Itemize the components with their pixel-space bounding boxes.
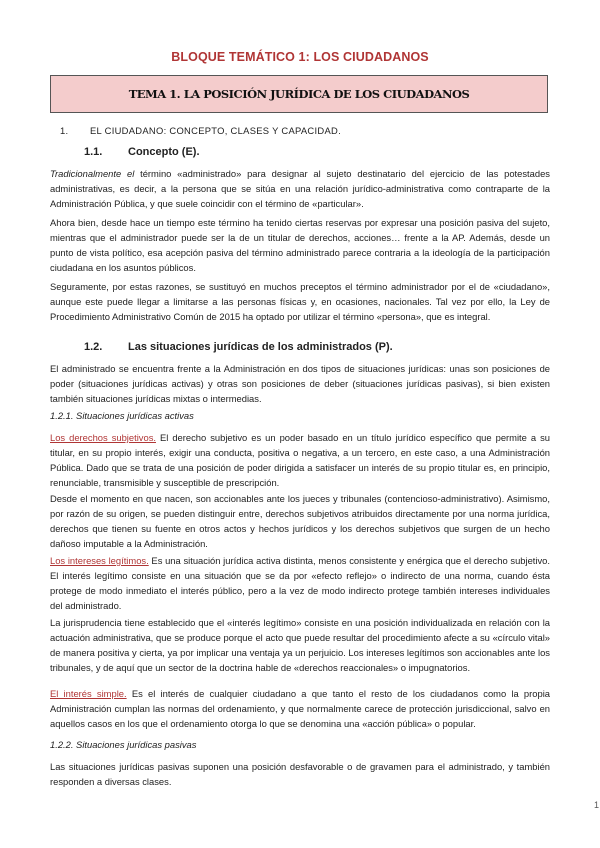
- subsection-heading-1-2: [50, 340, 550, 355]
- paragraph-lead: Los intereses legítimos.: [50, 555, 149, 566]
- topic-title-box: [50, 75, 548, 113]
- paragraph: Ahora bien, desde hace un tiempo este término ha tenido ciertas reservas por expresar una posición pasiva del sujeto, mientras que el administrador puede ser la de un titular de derechos, acciones… frente a la AP. Además, desde un punto de vista político, esa acepción pasiva del término administrado parece contraria a la ideología de la participación ciudadana en los asuntos públicos.: [50, 217, 550, 273]
- subsection-heading-1-1: [50, 145, 550, 160]
- subsection-title: Las situaciones jurídicas de los administrados (P).: [128, 341, 393, 353]
- subsection-title: Concepto (E).: [128, 146, 200, 158]
- paragraph-lead: El interés simple.: [50, 688, 127, 699]
- section-heading: [50, 123, 550, 138]
- paragraph: Las situaciones jurídicas pasivas suponen una posición desfavorable o de gravamen para el administrado, y también responden a diversas clases.: [50, 761, 550, 787]
- paragraph: Desde el momento en que nacen, son accionables ante los jueces y tribunales (contencioso-administrativo). Asimismo, por razón de su origen, se pueden distinguir entre, derechos subjetivos atribuidos directamente por una norma jurídica, derechos que tienen su fuente en otros actos y hechos jurídicos y los derechos subjetivos que surgen de un hecho dañoso imputable a la Administración.: [50, 493, 550, 549]
- paragraph: El interés simple. Es el interés de cualquier ciudadano a que tanto el resto de los ciudadanos como la propia Administración cumplan las normas del ordenamiento, y que normalmente carece de protección jurisdiccional, salvo en aquellos casos en los que el ordenamiento otorga lo que se denomina una «acción pública» o popular.: [50, 688, 550, 729]
- subsection-number: 1.1.: [84, 146, 103, 158]
- paragraph: Seguramente, por estas razones, se sustituyó en muchos preceptos el término administrador por el de «ciudadano», aunque este puede llegar a limitarse a las personas físicas y, en ocasiones, nacionales. Tal vez por ello, la Ley de Procedimiento Administrativo Común de 2015 ha optado por utilizar el término «persona», que es integral.: [50, 281, 550, 322]
- paragraph-lead: Los derechos subjetivos.: [50, 432, 156, 443]
- topic-title: TEMA 1. LA POSICIÓN JURÍDICA DE LOS CIUDADANOS: [128, 87, 470, 101]
- paragraph: La jurisprudencia tiene establecido que el «interés legítimo» consiste en una posición individualizada en relación con la actuación administrativa, que se produce porque el acto que puede resultar del procedimiento afecte a su «círculo vital» de manera positiva y cierta, ya por implicar una ventaja ya un perjuicio. Los intereses legítimos son accionables ante los tribunales, y de aquí que un sector de la doctrina hable de «derechos reaccionales» o impugnatorios.: [50, 617, 550, 673]
- subsubsection-heading: 1.2.1. Situaciones jurídicas activas: [50, 410, 194, 421]
- paragraph: Los intereses legítimos. Es una situación jurídica activa distinta, menos consistente y enérgica que el derecho subjetivo. El interés legítimo consiste en una situación que se da por «efecto reflejo» o indirecto de una norma, cuando ésta protege de modo inmediato el interés público, pero a la vez de modo indirecto protege también intereses individuales del administrado.: [50, 555, 550, 611]
- paragraph: El administrado se encuentra frente a la Administración en dos tipos de situaciones jurídicas: unas son posiciones de poder (situaciones jurídicas activas) y otras son posiciones de deber (situaciones jurídicas pasivas), si bien existen también situaciones jurídicas mixtas o intermedias.: [50, 363, 550, 404]
- subsubsection-heading: 1.2.2. Situaciones jurídicas pasivas: [50, 739, 197, 750]
- section-number: 1.: [60, 125, 69, 136]
- paragraph-lead: Tradicionalmente el: [50, 168, 135, 179]
- block-title: BLOQUE TEMÁTICO 1: LOS CIUDADANOS: [171, 50, 429, 64]
- subsection-number: 1.2.: [84, 341, 103, 353]
- paragraph: Tradicionalmente el término «administrado» para designar al sujeto destinatario del ejercicio de las potestades administrativas, es decir, a la persona que se sitúa en una relación jurídico-administrativa como contraparte de la Administración Pública, y que suele coincidir con el término de «particular».: [50, 168, 550, 209]
- paragraph: Los derechos subjetivos. El derecho subjetivo es un poder basado en un título jurídico específico que permite a su titular, en su propio interés, exigir una conducta, positiva o negativa, a un tercero, en este caso, a una Administración Pública. Dado que se trata de una posición de poder dirigida a satisfacer un interés de su propio titular es, en principio, renunciable, transmisible y susceptible de prescripción.: [50, 432, 551, 488]
- page-number: 1: [594, 800, 600, 810]
- section-title: EL CIUDADANO: CONCEPTO, CLASES Y CAPACIDAD.: [90, 125, 341, 136]
